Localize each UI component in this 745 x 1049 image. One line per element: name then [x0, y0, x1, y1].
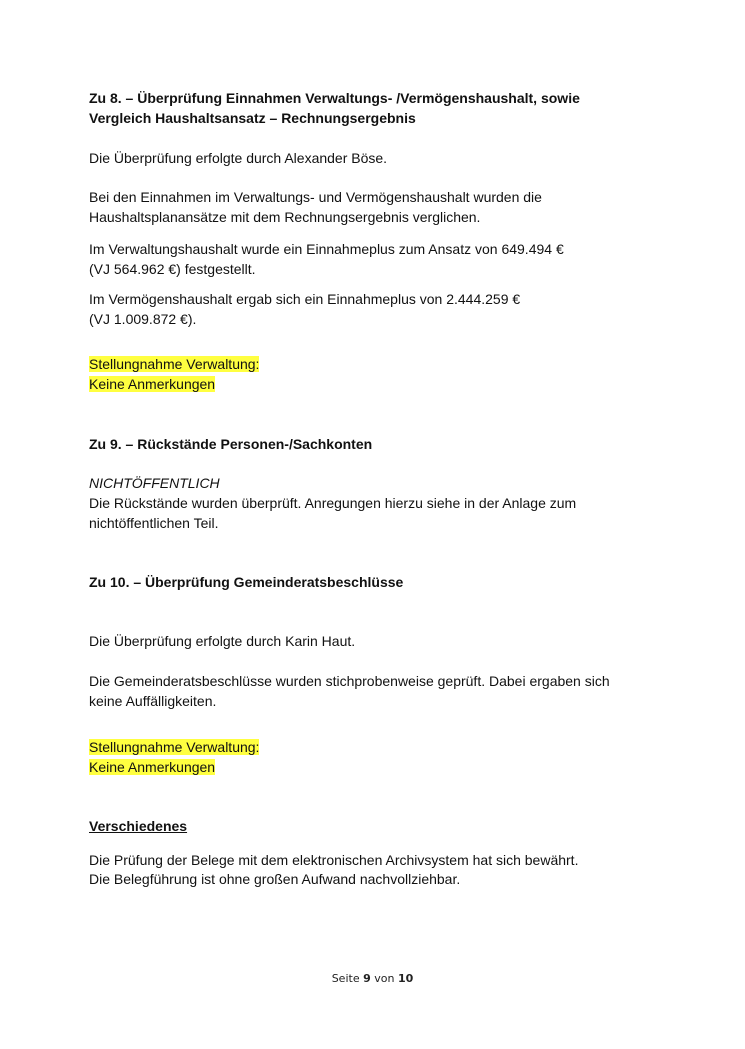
section-8-statement-label-text: Stellungnahme Verwaltung: — [89, 356, 260, 372]
section-10-paragraph-line-1: Die Gemeinderatsbeschlüsse wurden stichprobenweise geprüft. Dabei ergaben sich — [89, 673, 610, 689]
page-footer — [0, 972, 745, 985]
section-8-statement-label — [89, 354, 259, 374]
misc-heading: Verschiedenes — [89, 818, 188, 834]
misc-line-1: Die Prüfung der Belege mit dem elektronischen Archivsystem hat sich bewährt. — [89, 852, 579, 868]
section-8-statement-text — [89, 374, 215, 394]
section-9-heading: Zu 9. – Rückstände Personen-/Sachkonten — [89, 436, 373, 452]
section-10-statement-text — [89, 757, 215, 777]
section-9-paragraph-line-1: Die Rückstände wurden überprüft. Anregungen hierzu siehe in der Anlage zum — [89, 495, 577, 511]
footer-page-number: 9 — [363, 972, 371, 985]
footer-middle: von — [374, 972, 395, 985]
section-8-paragraph-3-line-2: (VJ 564.962 €) festgestellt. — [89, 261, 256, 277]
footer-total-pages: 10 — [397, 972, 414, 985]
section-10-statement-label-text: Stellungnahme Verwaltung: — [89, 739, 260, 755]
section-10-paragraph-line-2: keine Auffälligkeiten. — [89, 693, 217, 709]
footer-prefix: Seite — [331, 972, 360, 985]
section-8-paragraph-2-line-1: Bei den Einnahmen im Verwaltungs- und Vermögenshaushalt wurden die — [89, 189, 542, 205]
section-8-paragraph-3-line-1: Im Verwaltungshaushalt wurde ein Einnahmeplus zum Ansatz von 649.494 € — [89, 241, 564, 257]
section-8-heading-line-2: Vergleich Haushaltsansatz – Rechnungsergebnis — [89, 110, 416, 126]
misc-line-2: Die Belegführung ist ohne großen Aufwand nachvollziehbar. — [89, 871, 461, 887]
section-10-statement-label — [89, 737, 259, 757]
section-9-paragraph-line-2: nichtöffentlichen Teil. — [89, 515, 219, 531]
section-8-statement-value: Keine Anmerkungen — [89, 376, 216, 392]
section-10-reviewer-text: Die Überprüfung erfolgte durch Karin Haut. — [89, 633, 356, 649]
section-10-statement-value: Keine Anmerkungen — [89, 759, 216, 775]
section-8-reviewer-text: Die Überprüfung erfolgte durch Alexander Böse. — [89, 150, 388, 166]
section-8-heading-line-1: Zu 8. – Überprüfung Einnahmen Verwaltungs- /Vermögenshaushalt, sowie — [89, 90, 580, 106]
section-8-paragraph-4-line-1: Im Vermögenshaushalt ergab sich ein Einnahmeplus von 2.444.259 € — [89, 291, 521, 307]
section-10-heading: Zu 10. – Überprüfung Gemeinderatsbeschlüsse — [89, 574, 404, 590]
section-8-paragraph-4-line-2: (VJ 1.009.872 €). — [89, 311, 197, 327]
section-9-tag: NICHTÖFFENTLICH — [89, 475, 220, 491]
section-8-paragraph-2-line-2: Haushaltsplanansätze mit dem Rechnungsergebnis verglichen. — [89, 209, 481, 225]
